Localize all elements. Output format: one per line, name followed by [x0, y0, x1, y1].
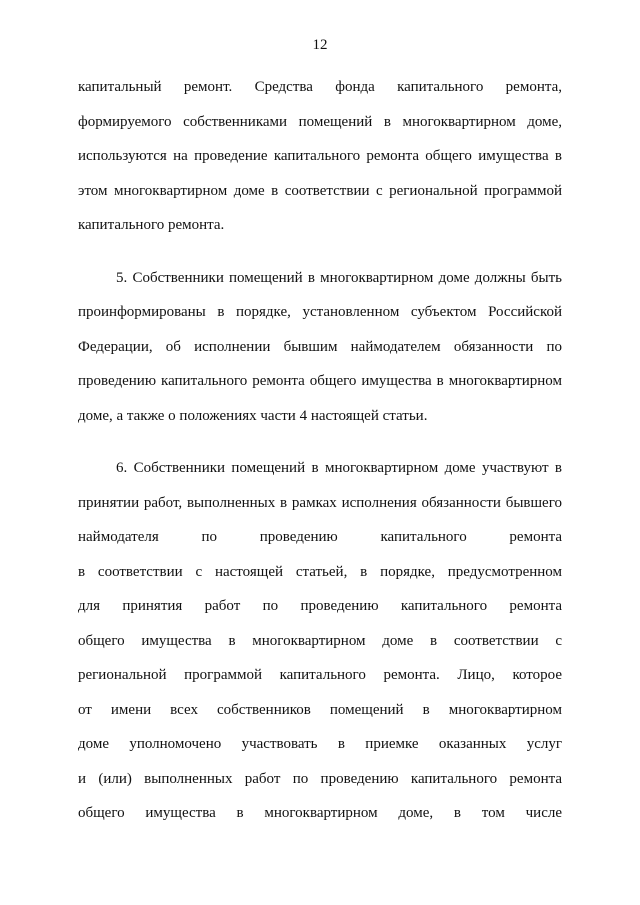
text-line: Федерации, об исполнении бывшим наймодателем обязанности по	[78, 338, 562, 355]
body-text	[78, 70, 562, 831]
text-line: доме уполномочено участвовать в приемке оказанных услуг	[78, 736, 562, 752]
text-line: доме, а также о положениях части 4 настоящей статьи.	[78, 407, 428, 424]
text-line: от имени всех собственников помещений в многоквартирном	[78, 701, 562, 718]
text-line: общего имущества в многоквартирном доме в соответствии с	[78, 632, 562, 649]
text-line: и (или) выполненных работ по проведению капитального ремонта	[78, 770, 562, 787]
text-line: проведению капитального ремонта общего имущества в многоквартирном	[78, 373, 562, 389]
text-line: этом многоквартирном доме в соответствии с региональной программой	[78, 182, 562, 199]
text-line: капитальный ремонт. Средства фонда капитального ремонта,	[78, 79, 562, 95]
paragraph-3	[78, 451, 562, 831]
text-line: наймодателя по проведению капитального ремонта	[78, 529, 562, 545]
text-line: используются на проведение капитального ремонта общего имущества в	[78, 148, 562, 164]
text-line: 5. Собственники помещений в многоквартирном доме должны быть	[116, 269, 562, 286]
text-line: в соответствии с настоящей статьей, в порядке, предусмотренном	[78, 563, 562, 580]
text-line: общего имущества в многоквартирном доме, в том числе	[78, 805, 562, 821]
page-number: 12	[312, 37, 328, 53]
paragraph-1	[78, 70, 562, 243]
paragraph-2	[78, 261, 562, 434]
text-line: принятии работ, выполненных в рамках исполнения обязанности бывшего	[78, 494, 562, 511]
text-line: капитального ремонта.	[78, 217, 225, 233]
text-line: региональной программой капитального ремонта. Лицо, которое	[78, 667, 562, 683]
text-line: 6. Собственники помещений в многоквартирном доме участвуют в	[116, 460, 562, 476]
text-line: проинформированы в порядке, установленном субъектом Российской	[78, 304, 562, 320]
text-line: формируемого собственниками помещений в многоквартирном доме,	[78, 113, 562, 130]
text-line: для принятия работ по проведению капитального ремонта	[78, 598, 562, 614]
